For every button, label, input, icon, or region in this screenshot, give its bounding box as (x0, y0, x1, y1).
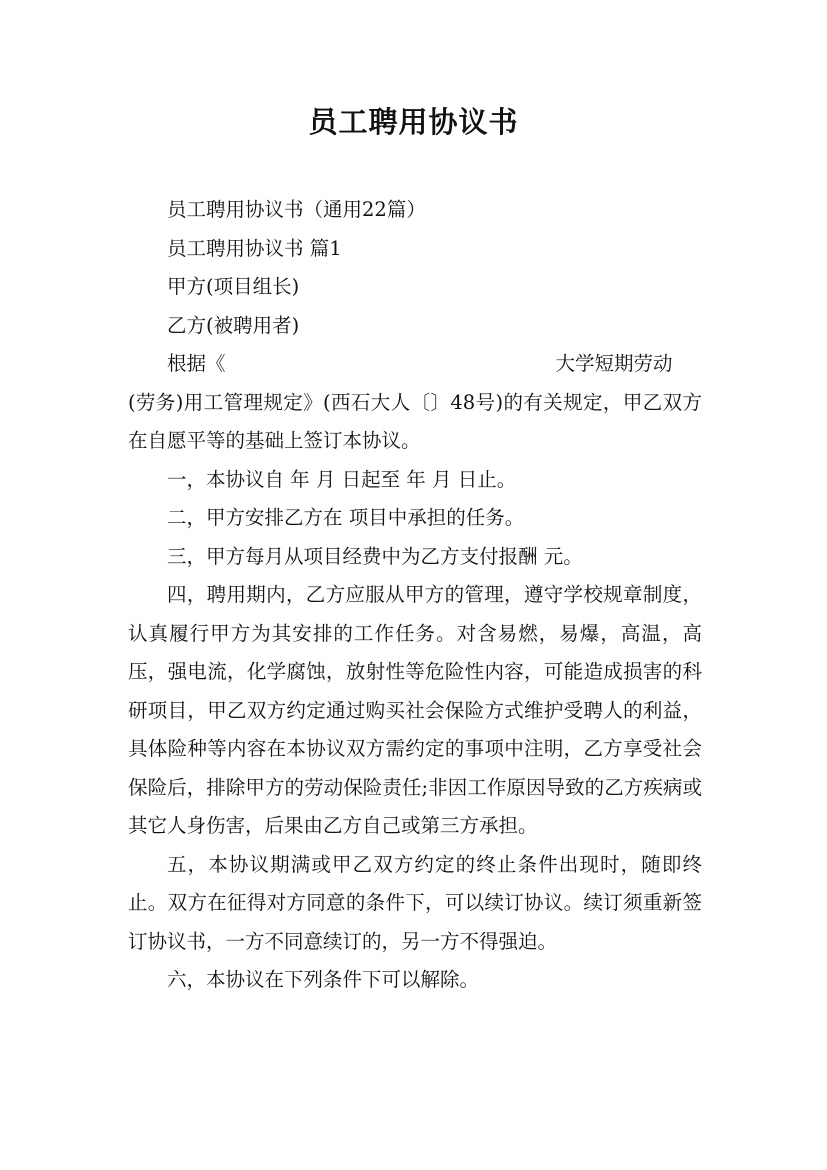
paragraph-subtitle: 员工聘用协议书（通用22篇） (167, 198, 426, 221)
clause-3: 三，甲方每月从项目经费中为乙方支付报酬 元。 (167, 544, 583, 568)
paragraph-section-heading: 员工聘用协议书 篇1 (167, 236, 342, 260)
clause-5: 五，本协议期满或甲乙双方约定的终止条件出现时，随即终止。双方在征得对方同意的条件下，可以续订协议。续订须重新签订协议书，一方不同意续订的，另一方不得强迫。 (128, 852, 702, 953)
paragraph-party-b: 乙方(被聘用者) (167, 313, 300, 337)
paragraph-basis-continued: (劳务)用工管理规定》(西石大人〔〕48号)的有关规定，甲乙双方在自愿平等的基础上签订本协议。 (128, 390, 702, 452)
basis-start-text: 根据《 (167, 352, 226, 375)
document-title: 员工聘用协议书 (308, 105, 519, 139)
clause-1: 一，本协议自 年 月 日起至 年 月 日止。 (167, 467, 517, 491)
paragraph-party-a: 甲方(项目组长) (167, 275, 300, 298)
clause-6: 六，本协议在下列条件下可以解除。 (167, 968, 480, 991)
clause-2: 二，甲方安排乙方在 项目中承担的任务。 (167, 506, 525, 529)
clause-4: 四，聘用期内，乙方应服从甲方的管理，遵守学校规章制度，认真履行甲方为其安排的工作任务。对含易燃，易爆，高温，高压，强电流，化学腐蚀，放射性等危险性内容，可能造成损害的科研项目，甲乙双方约定通过购买社会保险方式维护受聘人的利益，具体险种等内容在本协议双方需约定的事项中注明，乙方享受社会保险后，排除甲方的劳动保险责任;非因工作原因导致的乙方疾病或其它人身伤害，后果由乙方自己或第三方承担。 (128, 583, 702, 837)
document-body (128, 191, 702, 1000)
paragraph-basis (128, 345, 702, 384)
basis-end-text: 大学短期劳动 (555, 352, 673, 375)
